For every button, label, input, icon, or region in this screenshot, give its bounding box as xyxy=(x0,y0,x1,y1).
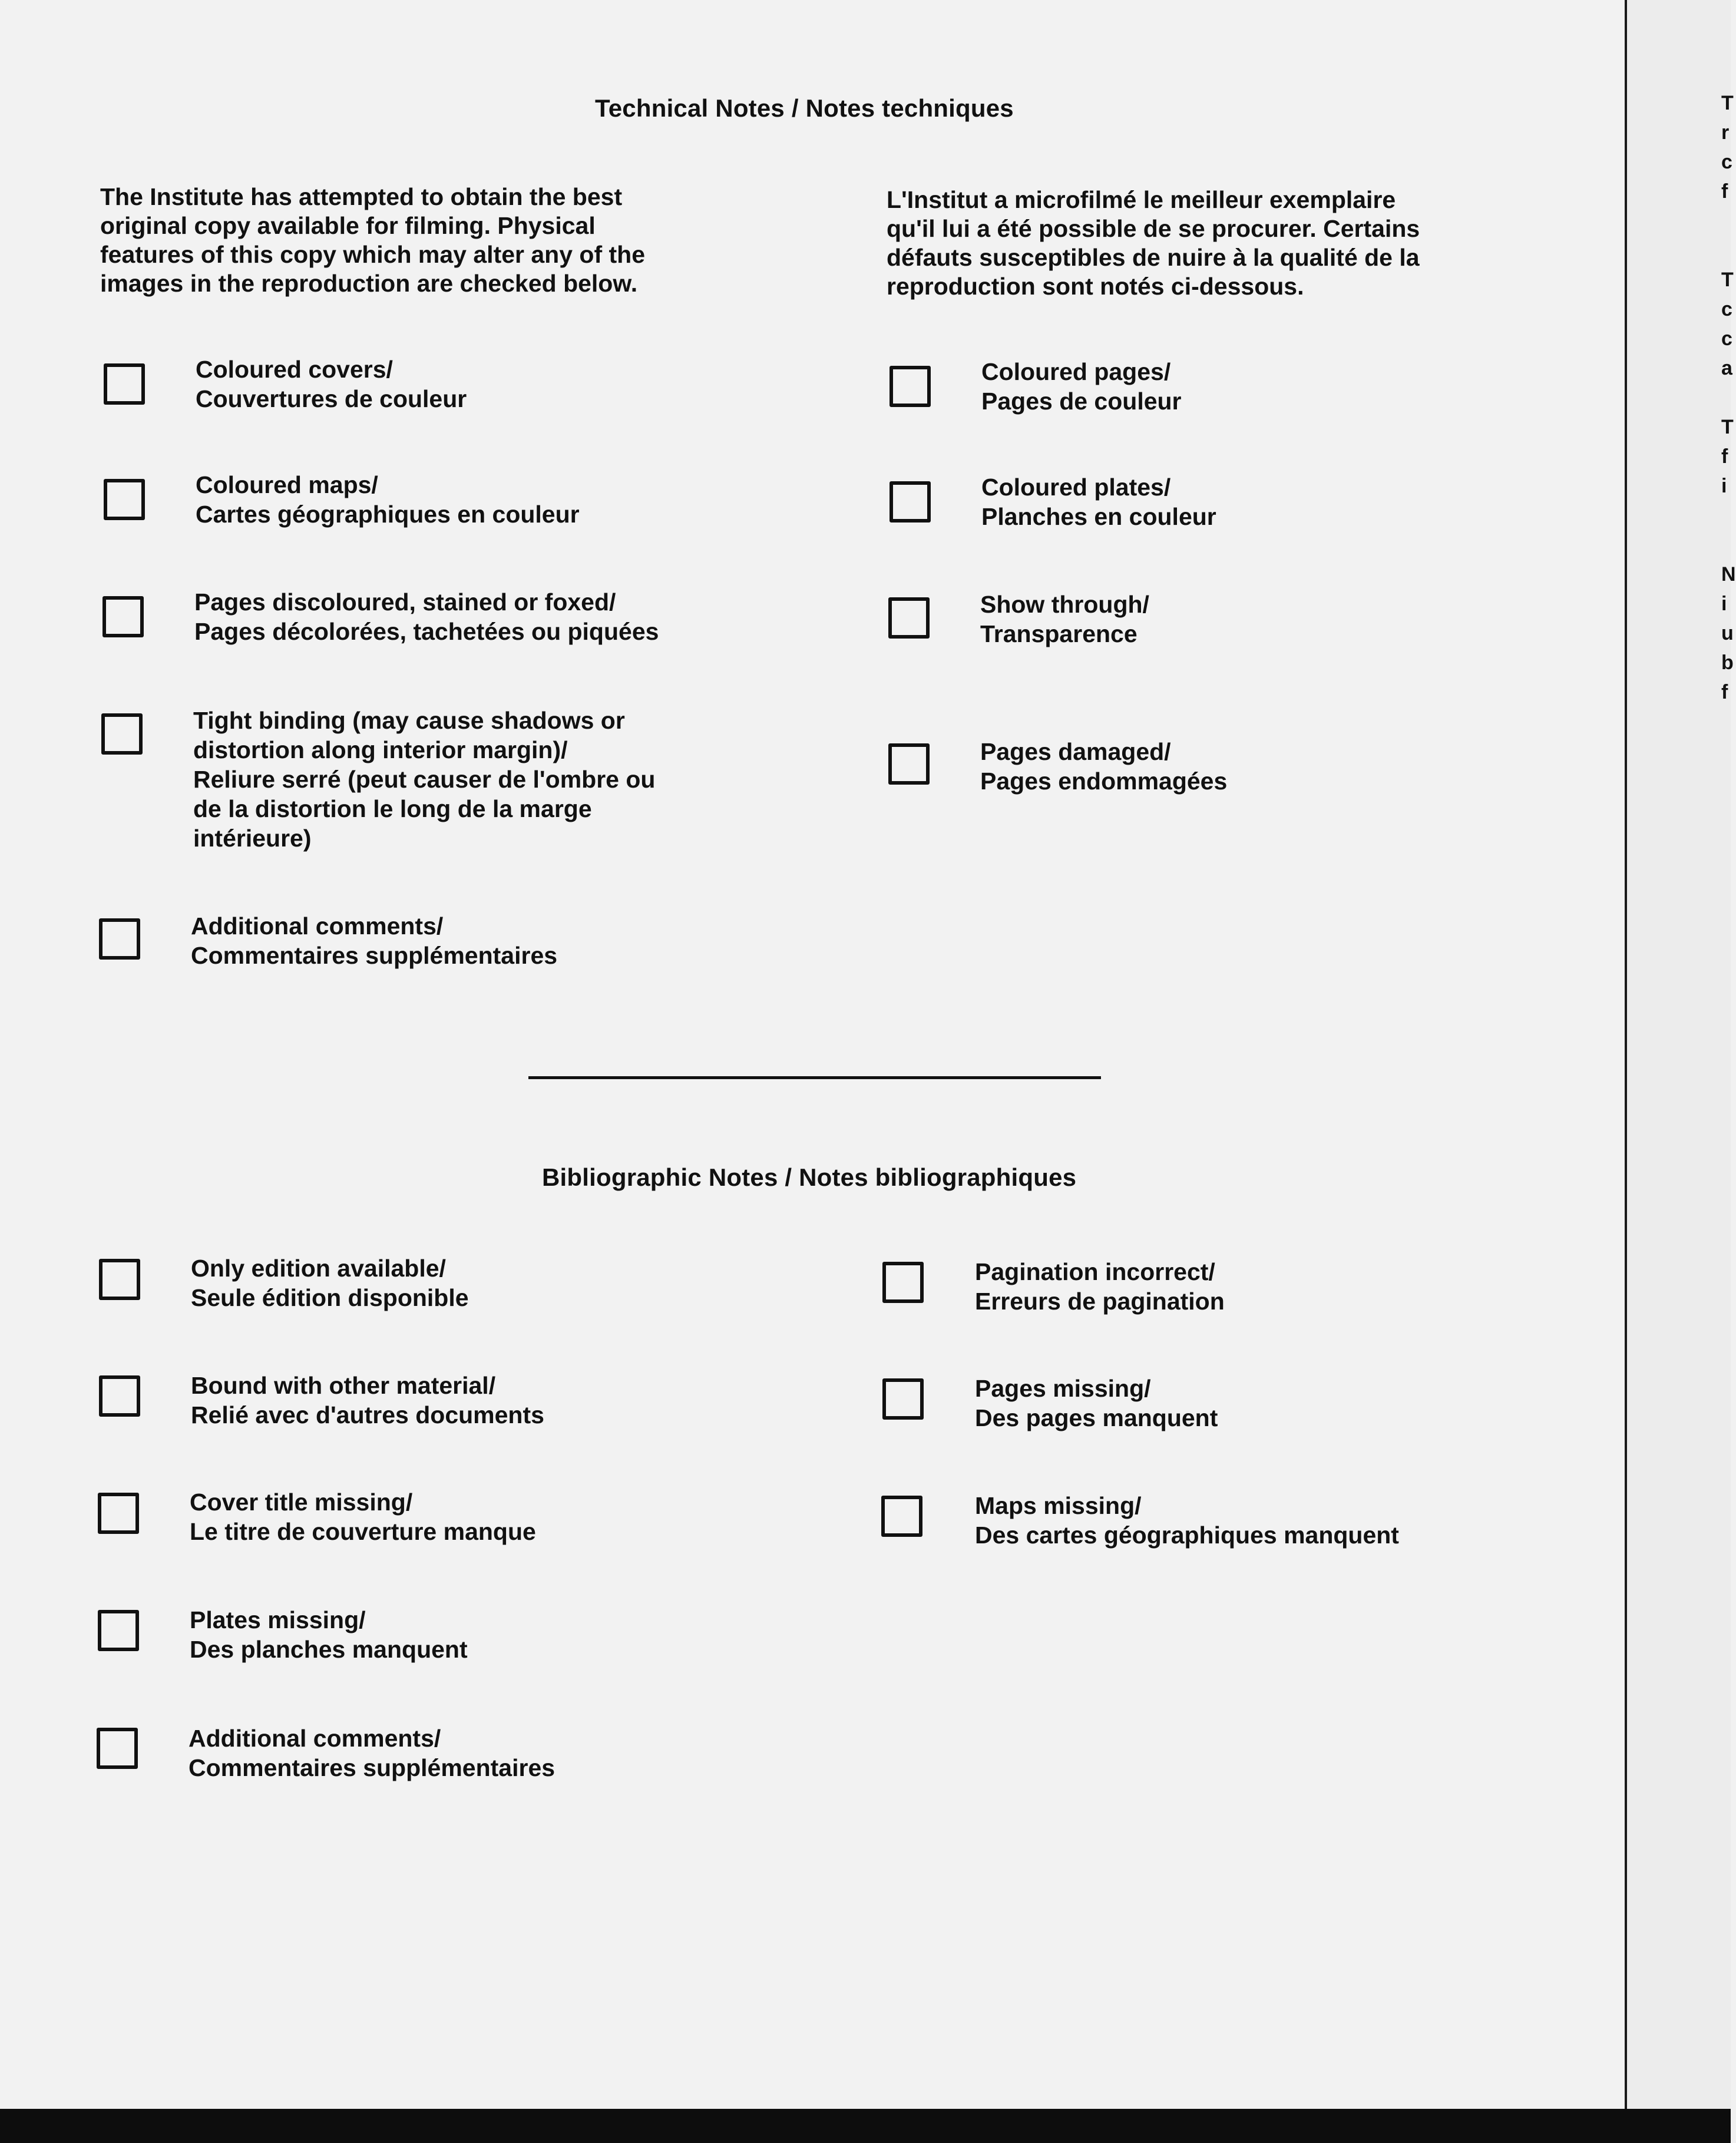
checkbox[interactable] xyxy=(99,1259,140,1300)
item-label xyxy=(191,911,557,970)
item-label xyxy=(980,737,1227,796)
item-label xyxy=(189,1724,555,1782)
edge-letter xyxy=(1721,383,1731,412)
label-line: Transparence xyxy=(980,620,1138,647)
intro-line: défauts susceptibles de nuire à la qualité de la xyxy=(887,244,1420,271)
adjacent-page-edge xyxy=(1625,0,1736,2109)
label-line: Pages de couleur xyxy=(981,388,1182,415)
item-label xyxy=(193,706,655,853)
label-line: Tight binding (may cause shadows or xyxy=(193,707,625,734)
checkbox[interactable] xyxy=(99,918,140,960)
label-line: Cover title missing/ xyxy=(190,1489,413,1516)
edge-letter: b xyxy=(1721,652,1734,674)
bibliographic-notes-title: Bibliographic Notes / Notes bibliographiques xyxy=(542,1163,1077,1191)
label-line: Coloured covers/ xyxy=(196,356,393,383)
edge-letter xyxy=(1721,236,1731,265)
edge-letter: f xyxy=(1721,681,1728,703)
label-line: Pages discoloured, stained or foxed/ xyxy=(194,588,616,616)
label-line: Pages damaged/ xyxy=(980,738,1171,765)
edge-letter: c xyxy=(1721,151,1732,173)
label-line: Additional comments/ xyxy=(189,1725,441,1752)
label-line: Pagination incorrect/ xyxy=(975,1258,1215,1285)
label-line: Only edition available/ xyxy=(191,1255,446,1282)
intro-line: The Institute has attempted to obtain the best xyxy=(100,183,623,210)
edge-letter xyxy=(1721,501,1731,530)
label-line: Coloured pages/ xyxy=(981,358,1171,385)
edge-letter: f xyxy=(1721,445,1728,468)
label-line: distortion along interior margin)/ xyxy=(193,736,568,763)
edge-letter: c xyxy=(1721,328,1732,350)
checkbox[interactable] xyxy=(97,1728,138,1769)
section-divider xyxy=(528,1076,1101,1079)
label-line: Commentaires supplémentaires xyxy=(189,1754,555,1781)
edge-letter xyxy=(1721,530,1731,560)
edge-letter: c xyxy=(1721,298,1732,320)
adjacent-page-text-fragments xyxy=(1721,88,1736,707)
edge-letter: a xyxy=(1721,357,1732,379)
edge-letter: N xyxy=(1721,563,1736,586)
page-gutter-line xyxy=(1625,0,1627,2109)
label-line: Relié avec d'autres documents xyxy=(191,1401,544,1428)
checkbox[interactable] xyxy=(99,1375,140,1417)
label-line: de la distortion le long de la marge xyxy=(193,795,592,822)
label-line: Bound with other material/ xyxy=(191,1372,496,1399)
intro-line: images in the reproduction are checked below. xyxy=(100,270,638,297)
edge-letter: T xyxy=(1721,416,1734,438)
label-line: Erreurs de pagination xyxy=(975,1288,1225,1315)
label-line: Cartes géographiques en couleur xyxy=(196,501,580,528)
edge-letter: T xyxy=(1721,92,1734,114)
edge-letter: T xyxy=(1721,269,1734,291)
edge-letter xyxy=(1721,206,1731,236)
label-line: Des cartes géographiques manquent xyxy=(975,1522,1399,1549)
label-line: Le titre de couverture manque xyxy=(190,1518,536,1545)
edge-letter: i xyxy=(1721,593,1727,615)
item-label xyxy=(981,357,1182,416)
checkbox[interactable] xyxy=(890,366,931,407)
label-line: Des planches manquent xyxy=(190,1636,468,1663)
label-line: Couvertures de couleur xyxy=(196,385,467,412)
item-label xyxy=(190,1487,536,1546)
label-line: Maps missing/ xyxy=(975,1492,1142,1519)
item-label xyxy=(980,590,1149,649)
edge-letter: f xyxy=(1721,180,1728,203)
intro-line: reproduction sont notés ci-dessous. xyxy=(887,273,1304,300)
item-label xyxy=(191,1371,544,1430)
label-line: Planches en couleur xyxy=(981,503,1216,530)
label-line: Pages missing/ xyxy=(975,1375,1151,1402)
intro-line: original copy available for filming. Physical xyxy=(100,212,596,239)
label-line: Pages endommagées xyxy=(980,768,1228,795)
checkbox[interactable] xyxy=(890,481,931,522)
item-label xyxy=(975,1491,1399,1550)
edge-letter: r xyxy=(1721,121,1730,144)
label-line: Pages décolorées, tachetées ou piquées xyxy=(194,618,659,645)
checkbox[interactable] xyxy=(102,596,144,637)
technical-intro-english xyxy=(100,183,645,298)
item-label xyxy=(196,355,467,414)
label-line: Coloured plates/ xyxy=(981,474,1171,501)
label-line: Plates missing/ xyxy=(190,1606,366,1633)
label-line: intérieure) xyxy=(193,825,312,852)
checkbox[interactable] xyxy=(101,713,143,755)
intro-line: qu'il lui a été possible de se procurer. Certains xyxy=(887,215,1420,242)
item-label xyxy=(194,587,659,646)
checkbox[interactable] xyxy=(882,1262,924,1303)
intro-line: L'Institut a microfilmé le meilleur exemplaire xyxy=(887,186,1396,213)
checkbox[interactable] xyxy=(888,597,930,639)
checkbox[interactable] xyxy=(98,1610,139,1651)
label-line: Coloured maps/ xyxy=(196,471,378,498)
label-line: Additional comments/ xyxy=(191,912,444,940)
checkbox[interactable] xyxy=(98,1493,139,1534)
label-line: Show through/ xyxy=(980,591,1149,618)
label-line: Commentaires supplémentaires xyxy=(191,942,558,969)
checkbox[interactable] xyxy=(888,743,930,785)
item-label xyxy=(981,472,1216,531)
label-line: Reliure serré (peut causer de l'ombre ou xyxy=(193,766,656,793)
intro-line: features of this copy which may alter any of the xyxy=(100,241,646,268)
checkbox[interactable] xyxy=(882,1378,924,1420)
edge-letter: u xyxy=(1721,622,1734,644)
item-label xyxy=(975,1257,1225,1316)
item-label xyxy=(975,1374,1218,1433)
label-line: Des pages manquent xyxy=(975,1404,1218,1431)
film-bottom-border xyxy=(0,2109,1731,2143)
technical-notes-title: Technical Notes / Notes techniques xyxy=(595,94,1014,122)
edge-letter: i xyxy=(1721,475,1727,497)
item-label xyxy=(190,1605,468,1664)
item-label xyxy=(196,470,580,529)
label-line: Seule édition disponible xyxy=(191,1284,469,1311)
checkbox[interactable] xyxy=(881,1496,922,1537)
item-label xyxy=(191,1254,469,1312)
checkbox[interactable] xyxy=(104,479,145,520)
technical-intro-french xyxy=(887,186,1420,301)
checkbox[interactable] xyxy=(104,363,145,405)
